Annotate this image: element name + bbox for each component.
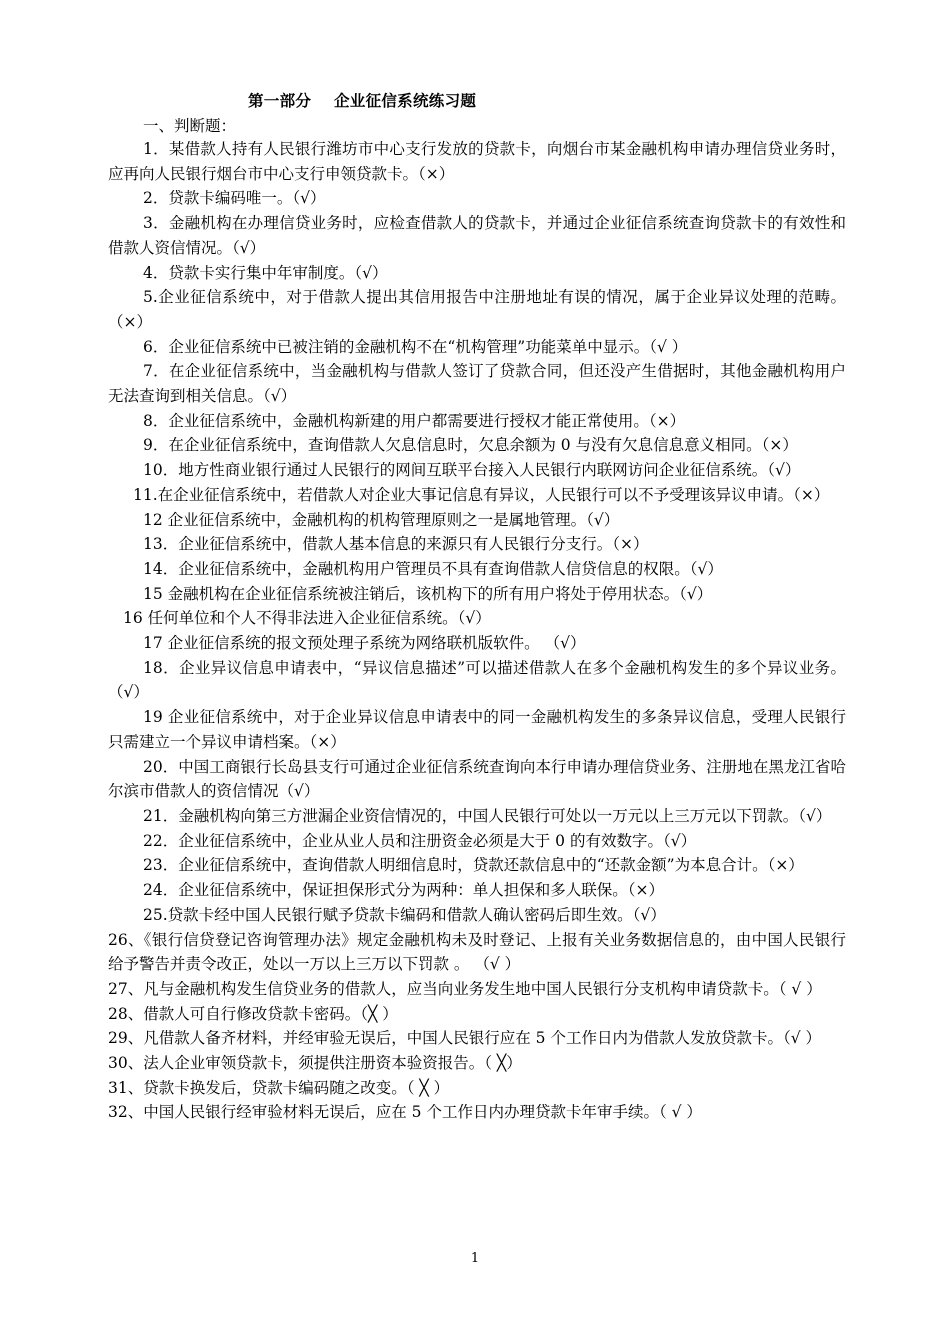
question-item: 17 企业征信系统的报文预处理子系统为网络联机版软件。 （√） — [143, 634, 586, 653]
question-item: 25.贷款卡经中国人民银行赋予贷款卡编码和借款人确认密码后即生效。（√） — [143, 905, 666, 924]
question-item: 20．中国工商银行长岛县支行可通过企业征信系统查询向本行申请办理信贷业务、注册地在黑龙江省哈尔滨市借款人的资信情况（√） — [108, 757, 846, 801]
question-item: 6．企业征信系统中已被注销的金融机构不在“机构管理”功能菜单中显示。（√ ） — [143, 337, 688, 356]
question-item: 28、借款人可自行修改贷款卡密码。（╳ ） — [108, 1004, 398, 1023]
question-item: 10．地方性商业银行通过人民银行的网间互联平台接入人民银行内联网访问企业征信系统。（√） — [143, 461, 801, 480]
question-item: 16 任何单位和个人不得非法进入企业征信系统。（√） — [123, 609, 491, 628]
question-item: 1．某借款人持有人民银行潍坊市中心支行发放的贷款卡，向烟台市某金融机构申请办理信贷业务时，应再向人民银行烟台市中心支行申领贷款卡。（×） — [108, 140, 846, 183]
section-heading: 一、判断题： — [143, 117, 237, 135]
question-list — [108, 137, 846, 1125]
question-item: 9．在企业征信系统中，查询借款人欠息信息时，欠息余额为 0 与没有欠息信息意义相同。（×） — [143, 436, 798, 455]
question-item: 15 金融机构在企业征信系统被注销后，该机构下的所有用户将处于停用状态。（√） — [143, 584, 713, 603]
question-item: 4．贷款卡实行集中年审制度。（√） — [143, 263, 388, 282]
question-item: 7．在企业征信系统中，当金融机构与借款人签订了贷款合同，但还没产生借据时，其他金融机构用户无法查询到相关信息。（√） — [108, 362, 846, 406]
page-title: 第一部分 企业征信系统练习题 — [248, 91, 477, 110]
page-number: 1 — [470, 1251, 480, 1266]
question-item: 11.在企业征信系统中，若借款人对企业大事记信息有异议，人民银行可以不予受理该异议申请。（×） — [133, 485, 830, 504]
question-item: 12 企业征信系统中，金融机构的机构管理原则之一是属地管理。（√） — [143, 510, 620, 529]
question-item: 32、中国人民银行经审验材料无误后，应在 5 个工作日内办理贷款卡年审手续。（ √ ） — [108, 1103, 702, 1122]
question-item: 22．企业征信系统中，企业从业人员和注册资金必须是大于 0 的有效数字。（√） — [143, 831, 697, 850]
question-item: 5.企业征信系统中，对于借款人提出其信用报告中注册地址有误的情况，属于企业异议处理的范畴。（×） — [108, 288, 846, 331]
question-item: 29、凡借款人备齐材料，并经审验无误后，中国人民银行应在 5 个工作日内为借款人发放贷款卡。（√ ） — [108, 1029, 821, 1048]
question-item: 19 企业征信系统中，对于企业异议信息申请表中的同一金融机构发生的多条异议信息，受理人民银行只需建立一个异议申请档案。（×） — [108, 708, 846, 751]
question-item: 8．企业征信系统中，金融机构新建的用户都需要进行授权才能正常使用。（×） — [143, 411, 686, 430]
question-item: 30、法人企业审领贷款卡，须提供注册资本验资报告。（ ╳） — [108, 1054, 522, 1073]
question-item: 24．企业征信系统中，保证担保形式分为两种：单人担保和多人联保。（×） — [143, 881, 664, 900]
question-item: 27、凡与金融机构发生信贷业务的借款人，应当向业务发生地中国人民银行分支机构申请贷款卡。（ √ ） — [108, 979, 822, 998]
question-item: 2．贷款卡编码唯一。（√） — [143, 189, 326, 208]
question-item: 14．企业征信系统中，金融机构用户管理员不具有查询借款人信贷信息的权限。（√） — [143, 559, 723, 578]
question-item: 26、《银行信贷登记咨询管理办法》规定金融机构未及时登记、上报有关业务数据信息的，由中国人民银行给予警告并责令改正，处以一万以上三万以下罚款 。 （√ ） — [108, 930, 846, 974]
question-item: 3．金融机构在办理信贷业务时，应检查借款人的贷款卡，并通过企业征信系统查询贷款卡的有效性和借款人资信情况。（√） — [108, 214, 846, 257]
question-item: 18．企业异议信息申请表中，“异议信息描述”可以描述借款人在多个金融机构发生的多个异议业务。（√） — [108, 658, 846, 702]
question-item: 21．金融机构向第三方泄漏企业资信情况的，中国人民银行可处以一万元以上三万元以下罚款。（√） — [143, 806, 832, 825]
question-item: 23．企业征信系统中，查询借款人明细信息时，贷款还款信息中的“还款金额”为本息合计。（×） — [143, 856, 804, 875]
question-item: 13．企业征信系统中，借款人基本信息的来源只有人民银行分支行。（×） — [143, 535, 649, 554]
question-item: 31、贷款卡换发后，贷款卡编码随之改变。（ ╳ ） — [108, 1078, 450, 1097]
